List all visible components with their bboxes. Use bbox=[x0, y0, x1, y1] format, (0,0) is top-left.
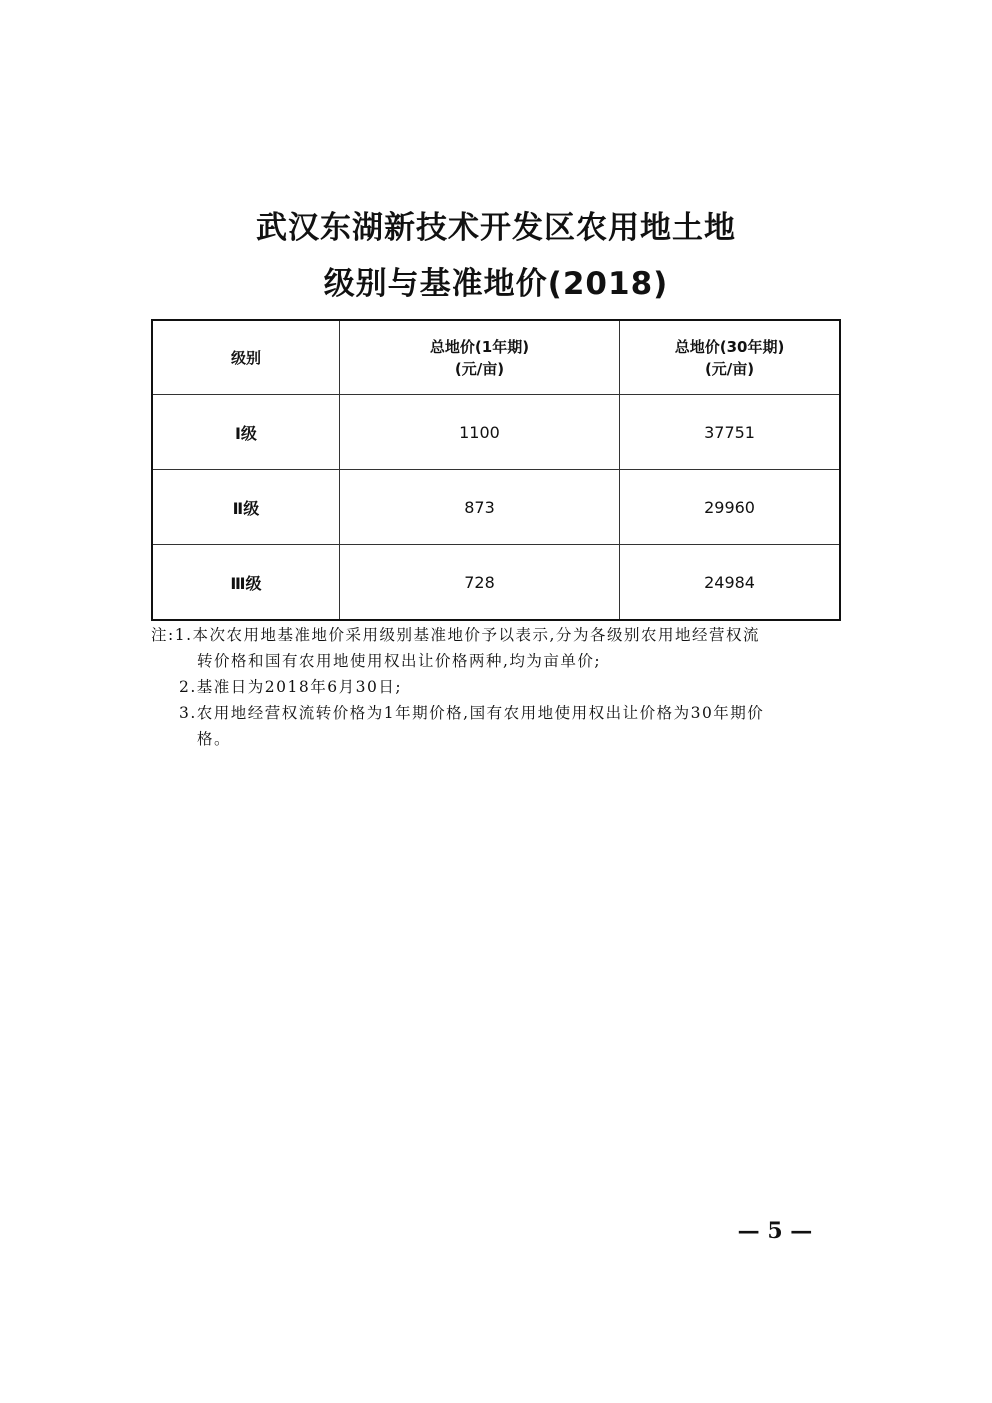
grade-cell: Ⅱ级 bbox=[152, 470, 339, 545]
table-row bbox=[152, 470, 840, 545]
price-1yr-cell: 728 bbox=[339, 545, 619, 621]
price-1yr-cell: 1100 bbox=[339, 395, 619, 470]
note-line: 格。 bbox=[197, 730, 232, 748]
grade-cell: Ⅲ级 bbox=[152, 545, 339, 621]
price-30yr-cell: 29960 bbox=[620, 470, 840, 545]
table-row bbox=[152, 545, 840, 621]
land-price-table bbox=[151, 319, 841, 621]
table-notes bbox=[151, 622, 843, 752]
price-30yr-cell: 24984 bbox=[620, 545, 840, 621]
note-line: 注:1.本次农用地基准地价采用级别基准地价予以表示,分为各级别农用地经营权流 bbox=[151, 626, 760, 644]
header-price-1yr: 总地价(1年期) (元/亩) bbox=[339, 320, 619, 395]
table-header-row bbox=[152, 320, 840, 395]
document-title-line1: 武汉东湖新技术开发区农用地土地 bbox=[256, 210, 736, 246]
note-line: 2.基准日为2018年6月30日; bbox=[179, 678, 403, 696]
price-1yr-cell: 873 bbox=[339, 470, 619, 545]
document-title-line2: 级别与基准地价(2018) bbox=[323, 266, 669, 302]
note-line: 3.农用地经营权流转价格为1年期价格,国有农用地使用权出让价格为30年期价 bbox=[179, 704, 765, 722]
grade-cell: Ⅰ级 bbox=[152, 395, 339, 470]
page-number: — 5 — bbox=[737, 1218, 813, 1244]
note-line: 转价格和国有农用地使用权出让价格两种,均为亩单价; bbox=[197, 652, 602, 670]
price-30yr-cell: 37751 bbox=[620, 395, 840, 470]
header-grade: 级别 bbox=[152, 320, 339, 395]
table-row bbox=[152, 395, 840, 470]
header-price-30yr: 总地价(30年期) (元/亩) bbox=[620, 320, 840, 395]
